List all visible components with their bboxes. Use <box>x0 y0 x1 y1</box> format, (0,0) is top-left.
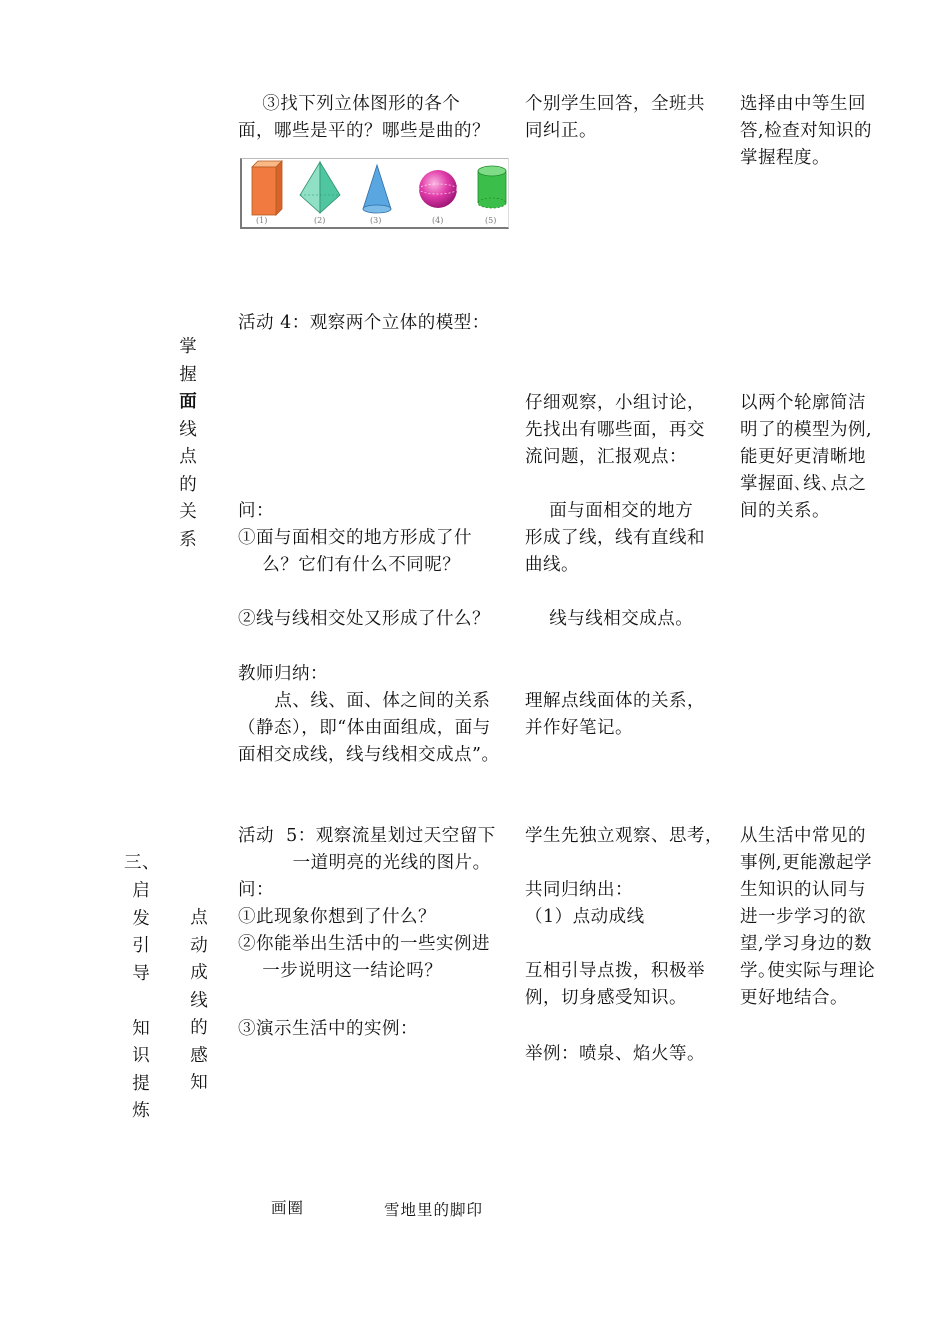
row3-q3: ③演示生活中的实例： <box>238 1019 418 1039</box>
row1-intent-line2: 答,检查对知识的 <box>740 121 873 141</box>
row2-q1-line1: ①面与面相交的地方形成了什 <box>238 528 472 548</box>
row3-intent-line1: 从生活中常见的 <box>740 826 866 846</box>
row3-q2-line2: 一步说明这一结论吗？ <box>238 961 443 981</box>
row3-intent-line3: 生知识的认同与 <box>740 880 866 900</box>
row3-student-d2: 例，切身感受知识。 <box>525 988 687 1008</box>
row2-observe-line2: 先找出有哪些面，再交 <box>525 420 705 440</box>
row1-intent-line1: 选择由中等生回 <box>740 94 866 114</box>
sphere-figure <box>419 170 457 208</box>
pyramid-figure <box>300 162 340 213</box>
row1-question-line2: 面，哪些是平的？哪些是曲的？ <box>238 121 490 141</box>
row2-q2: ②线与线相交处又形成了什么？ <box>238 609 490 629</box>
side-label-relationship: 掌 握 面 线 点 的 关 系 <box>179 337 197 550</box>
row2-a1-line2: 形成了线，线有直线和 <box>525 528 705 548</box>
row3-student-d1: 互相引导点拨，积极举 <box>525 961 705 981</box>
cylinder-figure <box>478 166 506 208</box>
row2-a3-line1: 理解点线面体的关系， <box>525 691 705 711</box>
row3-q2-line1: ②你能举出生活中的一些实例进 <box>238 934 490 954</box>
row2-a2: 线与线相交成点。 <box>525 609 694 629</box>
row2-a3-line2: 并作好笔记。 <box>525 718 633 738</box>
row2-observe-line3: 流问题，汇报观点： <box>525 447 687 467</box>
row3-question-label: 问： <box>238 880 274 900</box>
row2-question-label: 问： <box>238 501 274 521</box>
row1-student-line1: 个别学生回答，全班共 <box>525 94 705 114</box>
caption-footprint: 雪地里的脚印 <box>384 1201 484 1219</box>
row2-intent-line2: 明了的模型为例, <box>740 420 873 440</box>
row1-intent-line3: 掌握程度。 <box>740 148 830 168</box>
teacher-summary-line1: 点、线、面、体之间的关系 <box>238 691 491 711</box>
row3-student-e: 举例：喷泉、焰火等。 <box>525 1044 705 1064</box>
row1-question-line1: ③找下列立体图形的各个 <box>238 94 461 114</box>
row2-q1-line2: 么？它们有什么不同呢？ <box>238 555 461 575</box>
teacher-summary-line3: 面相交成线，线与线相交成点”。 <box>238 745 500 765</box>
section-number: 三、 <box>124 853 160 873</box>
row1-student-line2: 同纠正。 <box>525 121 597 141</box>
caption-circle: 画圈 <box>271 1199 305 1217</box>
row3-q1: ①此现象你想到了什么？ <box>238 907 436 927</box>
row2-intent-line4: 掌握面､线､点之 <box>740 474 867 494</box>
row2-a1-line1: 面与面相交的地方 <box>525 501 694 521</box>
row3-intent-line6: 学｡使实际与理论 <box>740 961 876 981</box>
row3-student-c: （1）点动成线 <box>525 907 645 927</box>
solid-figures-image <box>240 158 509 229</box>
cone-figure <box>363 165 391 213</box>
figure-label-4: (4) <box>432 216 444 225</box>
row2-intent-line5: 间的关系。 <box>740 501 830 521</box>
row2-intent-line1: 以两个轮廓简洁 <box>740 393 866 413</box>
teacher-summary-line2: （静态），即“体由面组成，面与 <box>238 718 491 738</box>
row3-intent-line5: 望,学习身边的数 <box>740 934 873 954</box>
topic-label: 点 动 成 线 的 感 知 <box>190 908 208 1093</box>
cuboid-figure <box>252 161 282 215</box>
row2-a1-line3: 曲线。 <box>525 555 579 575</box>
row3-student-b: 共同归纳出： <box>525 880 633 900</box>
section-label: 启 发 引 导 知 识 提 炼 <box>132 881 150 1121</box>
activity5-line2: 一道明亮的光线的图片。 <box>238 853 491 873</box>
figure-label-3: (3) <box>370 216 382 225</box>
row2-intent-line3: 能更好更清晰地 <box>740 447 866 467</box>
figure-label-5: (5) <box>485 216 497 225</box>
row3-student-a: 学生先独立观察、思考， <box>525 826 723 846</box>
teacher-summary-label: 教师归纳： <box>238 664 328 684</box>
row3-intent-line2: 事例,更能激起学 <box>740 853 873 873</box>
row2-observe-line1: 仔细观察，小组讨论， <box>525 393 705 413</box>
figure-label-2: (2) <box>314 216 326 225</box>
figure-label-1: (1) <box>256 216 268 225</box>
row3-intent-line4: 进一步学习的欲 <box>740 907 866 927</box>
activity4-title: 活动 4：观察两个立体的模型： <box>238 313 490 333</box>
activity5-line1: 活动 5：观察流星划过天空留下 <box>238 826 496 846</box>
row3-intent-line7: 更好地结合。 <box>740 988 848 1008</box>
